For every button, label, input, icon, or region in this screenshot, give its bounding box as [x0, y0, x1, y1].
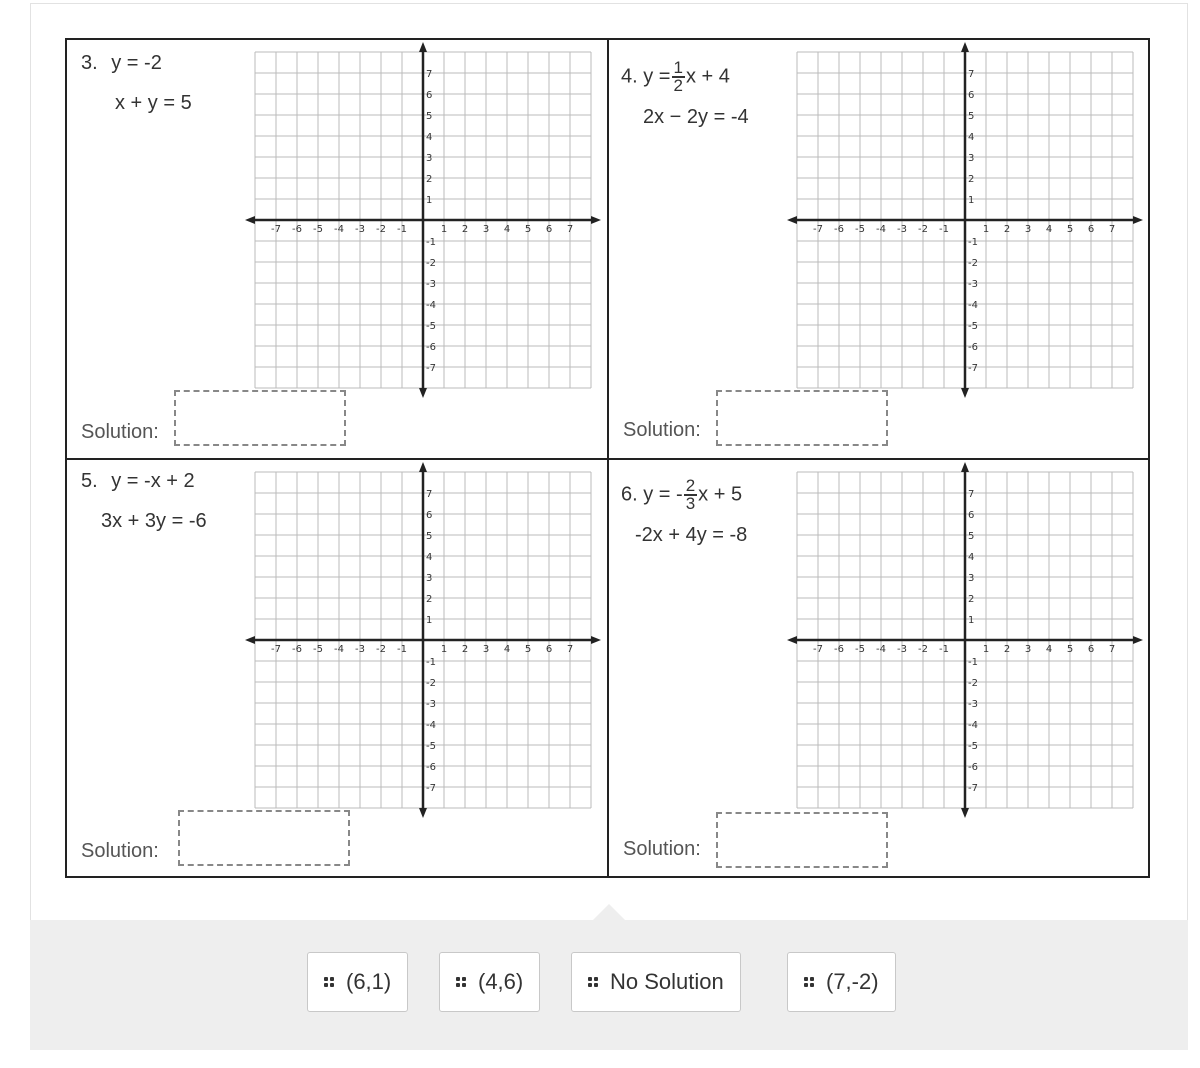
- x-tick-label: -2: [918, 644, 928, 655]
- problem-5-equation-1: [81, 470, 195, 493]
- y-tick-label: 3: [968, 153, 975, 164]
- y-tick-label: 1: [426, 195, 433, 206]
- y-tick-label: -5: [968, 741, 978, 752]
- answer-chip-4-6[interactable]: [439, 952, 540, 1012]
- y-tick-label: -6: [426, 762, 436, 773]
- x-tick-label: 1: [982, 644, 990, 655]
- drag-handle-icon: [588, 977, 598, 987]
- y-tick-label: 5: [968, 111, 975, 122]
- x-tick-label: -6: [292, 644, 302, 655]
- x-tick-label: -3: [897, 644, 907, 655]
- fraction-numerator: 1: [673, 58, 683, 77]
- x-tick-label: 2: [461, 644, 469, 655]
- y-tick-label: 2: [968, 174, 975, 185]
- answer-chip-label: (6,1): [346, 969, 392, 994]
- y-tick-label: 6: [968, 90, 975, 101]
- equation-suffix: x + 5: [698, 483, 743, 506]
- y-tick-label: 4: [968, 552, 975, 563]
- y-axis-arrow-down: [419, 388, 427, 398]
- y-tick-label: -5: [426, 741, 436, 752]
- problem-number: 4.: [621, 65, 638, 88]
- x-axis-arrow-left: [245, 636, 255, 644]
- fraction: [672, 60, 685, 94]
- x-tick-label: 4: [503, 644, 511, 655]
- y-tick-label: -7: [426, 783, 436, 794]
- y-axis-arrow-down: [419, 808, 427, 818]
- x-tick-label: 4: [1045, 644, 1053, 655]
- y-tick-label: -4: [968, 300, 978, 311]
- x-tick-label: -6: [834, 644, 844, 655]
- x-tick-label: -1: [397, 224, 407, 235]
- problem-number: 5.: [81, 470, 98, 492]
- y-tick-label: -6: [426, 342, 436, 353]
- x-axis-arrow-right: [591, 216, 601, 224]
- x-tick-label: -4: [334, 224, 344, 235]
- x-tick-label: 4: [1045, 224, 1053, 235]
- x-tick-label: -2: [918, 224, 928, 235]
- y-tick-label: -1: [426, 237, 436, 248]
- solution-label: Solution:: [623, 838, 701, 860]
- x-tick-label: 6: [1087, 224, 1095, 235]
- x-tick-label: -1: [939, 644, 949, 655]
- drag-handle-icon: [804, 977, 814, 987]
- fraction-denominator: 2: [673, 76, 683, 95]
- x-tick-label: -6: [292, 224, 302, 235]
- x-tick-label: -4: [876, 224, 886, 235]
- y-tick-label: 5: [426, 531, 433, 542]
- x-tick-label: 3: [1024, 224, 1032, 235]
- y-tick-label: 6: [426, 510, 433, 521]
- x-tick-label: 5: [1066, 644, 1074, 655]
- problem-4-equation-2: 2x − 2y = -4: [643, 106, 749, 128]
- y-tick-label: -2: [968, 678, 978, 689]
- y-tick-label: -5: [426, 321, 436, 332]
- y-axis-arrow-up: [961, 462, 969, 472]
- y-tick-label: -3: [968, 279, 978, 290]
- x-tick-label: 1: [440, 224, 448, 235]
- tray-pointer: [593, 904, 625, 920]
- x-tick-label: 2: [461, 224, 469, 235]
- x-tick-label: -5: [855, 644, 865, 655]
- y-tick-label: 7: [426, 489, 433, 500]
- x-tick-label: 3: [1024, 644, 1032, 655]
- equation-prefix: y = -: [643, 483, 683, 506]
- x-tick-label: -3: [897, 224, 907, 235]
- y-tick-label: 4: [426, 552, 433, 563]
- problem-5: [67, 460, 607, 878]
- x-tick-label: 7: [566, 224, 574, 235]
- y-tick-label: -3: [426, 699, 436, 710]
- x-tick-label: -3: [355, 224, 365, 235]
- solution-drop-zone-5[interactable]: [178, 810, 350, 866]
- solution-label: Solution:: [623, 419, 701, 441]
- x-tick-label: -2: [376, 224, 386, 235]
- x-tick-label: -5: [855, 224, 865, 235]
- x-tick-label: -5: [313, 224, 323, 235]
- problem-6-equation-2: -2x + 4y = -8: [635, 524, 748, 546]
- x-tick-label: 1: [440, 644, 448, 655]
- y-tick-label: 3: [426, 153, 433, 164]
- y-tick-label: 3: [968, 573, 975, 584]
- x-tick-label: 6: [1087, 644, 1095, 655]
- y-tick-label: 2: [426, 594, 433, 605]
- y-tick-label: -7: [426, 363, 436, 374]
- y-tick-label: -7: [968, 783, 978, 794]
- solution-drop-zone-3[interactable]: [174, 390, 346, 446]
- x-tick-label: -7: [813, 644, 823, 655]
- problem-6: [609, 460, 1149, 878]
- y-tick-label: -5: [968, 321, 978, 332]
- x-tick-label: 4: [503, 224, 511, 235]
- x-tick-label: 5: [524, 644, 532, 655]
- y-tick-label: 2: [426, 174, 433, 185]
- y-tick-label: 1: [426, 615, 433, 626]
- x-tick-label: 2: [1003, 644, 1011, 655]
- coordinate-grid: [245, 42, 605, 398]
- y-tick-label: -1: [968, 657, 978, 668]
- y-axis-arrow-down: [961, 808, 969, 818]
- y-tick-label: 7: [968, 489, 975, 500]
- answer-chip-label: (7,-2): [826, 969, 879, 994]
- x-tick-label: 3: [482, 224, 490, 235]
- y-axis-arrow-up: [419, 42, 427, 52]
- problem-5-equation-2: 3x + 3y = -6: [101, 510, 207, 532]
- problem-number: 3.: [81, 52, 98, 74]
- x-tick-label: 3: [482, 644, 490, 655]
- y-tick-label: -2: [426, 258, 436, 269]
- y-tick-label: 1: [968, 615, 975, 626]
- x-tick-label: -1: [397, 644, 407, 655]
- y-tick-label: -2: [968, 258, 978, 269]
- coordinate-grid: [787, 462, 1147, 818]
- y-tick-label: -4: [968, 720, 978, 731]
- y-tick-label: -4: [426, 720, 436, 731]
- x-tick-label: 6: [545, 224, 553, 235]
- problem-3-equation-2: x + y = 5: [115, 92, 192, 114]
- y-axis-arrow-up: [961, 42, 969, 52]
- solution-drop-zone-4[interactable]: [716, 390, 888, 446]
- problem-3: [67, 40, 607, 458]
- y-tick-label: -6: [968, 762, 978, 773]
- x-axis-arrow-left: [787, 216, 797, 224]
- equation-text: y = -x + 2: [111, 470, 195, 492]
- x-tick-label: -1: [939, 224, 949, 235]
- x-tick-label: 5: [524, 224, 532, 235]
- solution-label: Solution:: [81, 840, 159, 862]
- x-tick-label: 2: [1003, 224, 1011, 235]
- y-tick-label: 6: [426, 90, 433, 101]
- coordinate-grid: [245, 462, 605, 818]
- problem-3-equation-1: [81, 52, 162, 75]
- y-tick-label: 4: [426, 132, 433, 143]
- y-tick-label: 5: [968, 531, 975, 542]
- x-tick-label: -7: [271, 224, 281, 235]
- y-tick-label: 2: [968, 594, 975, 605]
- x-tick-label: -7: [271, 644, 281, 655]
- answer-chip-7-neg2[interactable]: [787, 952, 896, 1012]
- y-axis-arrow-down: [961, 388, 969, 398]
- y-tick-label: 7: [968, 69, 975, 80]
- x-axis-arrow-right: [1133, 636, 1143, 644]
- x-axis-arrow-right: [591, 636, 601, 644]
- x-axis-arrow-left: [245, 216, 255, 224]
- solution-label: Solution:: [81, 421, 159, 443]
- y-tick-label: -2: [426, 678, 436, 689]
- problem-4-equation-1: [621, 60, 730, 94]
- equation-suffix: x + 4: [685, 65, 730, 88]
- y-tick-label: 7: [426, 69, 433, 80]
- worksheet-image: [65, 38, 1150, 878]
- x-tick-label: -6: [834, 224, 844, 235]
- fraction: [684, 478, 697, 512]
- x-tick-label: 1: [982, 224, 990, 235]
- x-axis-arrow-right: [1133, 216, 1143, 224]
- answer-chip-no-solution[interactable]: [571, 952, 741, 1012]
- x-axis-arrow-left: [787, 636, 797, 644]
- y-tick-label: -7: [968, 363, 978, 374]
- y-tick-label: -3: [426, 279, 436, 290]
- x-tick-label: 5: [1066, 224, 1074, 235]
- drag-handle-icon: [324, 977, 334, 987]
- x-tick-label: 7: [1108, 224, 1116, 235]
- y-tick-label: 4: [968, 132, 975, 143]
- x-tick-label: 6: [545, 644, 553, 655]
- x-tick-label: -7: [813, 224, 823, 235]
- fraction-numerator: 2: [685, 476, 696, 495]
- x-tick-label: -5: [313, 644, 323, 655]
- x-tick-label: -4: [334, 644, 344, 655]
- problem-6-equation-1: [621, 478, 742, 512]
- answer-chip-label: No Solution: [610, 969, 724, 994]
- y-tick-label: -4: [426, 300, 436, 311]
- y-axis-arrow-up: [419, 462, 427, 472]
- x-tick-label: 7: [566, 644, 574, 655]
- solution-drop-zone-6[interactable]: [716, 812, 888, 868]
- coordinate-grid: [787, 42, 1147, 398]
- y-tick-label: 1: [968, 195, 975, 206]
- y-tick-label: -1: [968, 237, 978, 248]
- problem-number: 6.: [621, 483, 638, 506]
- x-tick-label: -3: [355, 644, 365, 655]
- answer-chip-6-1[interactable]: [307, 952, 408, 1012]
- drag-handle-icon: [456, 977, 466, 987]
- y-tick-label: 5: [426, 111, 433, 122]
- problem-4: [609, 40, 1149, 458]
- y-tick-label: -6: [968, 342, 978, 353]
- answer-chip-label: (4,6): [478, 969, 524, 994]
- y-tick-label: -1: [426, 657, 436, 668]
- equation-text: y = -2: [111, 52, 162, 74]
- x-tick-label: 7: [1108, 644, 1116, 655]
- equation-prefix: y =: [643, 65, 671, 88]
- y-tick-label: -3: [968, 699, 978, 710]
- fraction-denominator: 3: [685, 494, 696, 513]
- y-tick-label: 6: [968, 510, 975, 521]
- x-tick-label: -2: [376, 644, 386, 655]
- y-tick-label: 3: [426, 573, 433, 584]
- x-tick-label: -4: [876, 644, 886, 655]
